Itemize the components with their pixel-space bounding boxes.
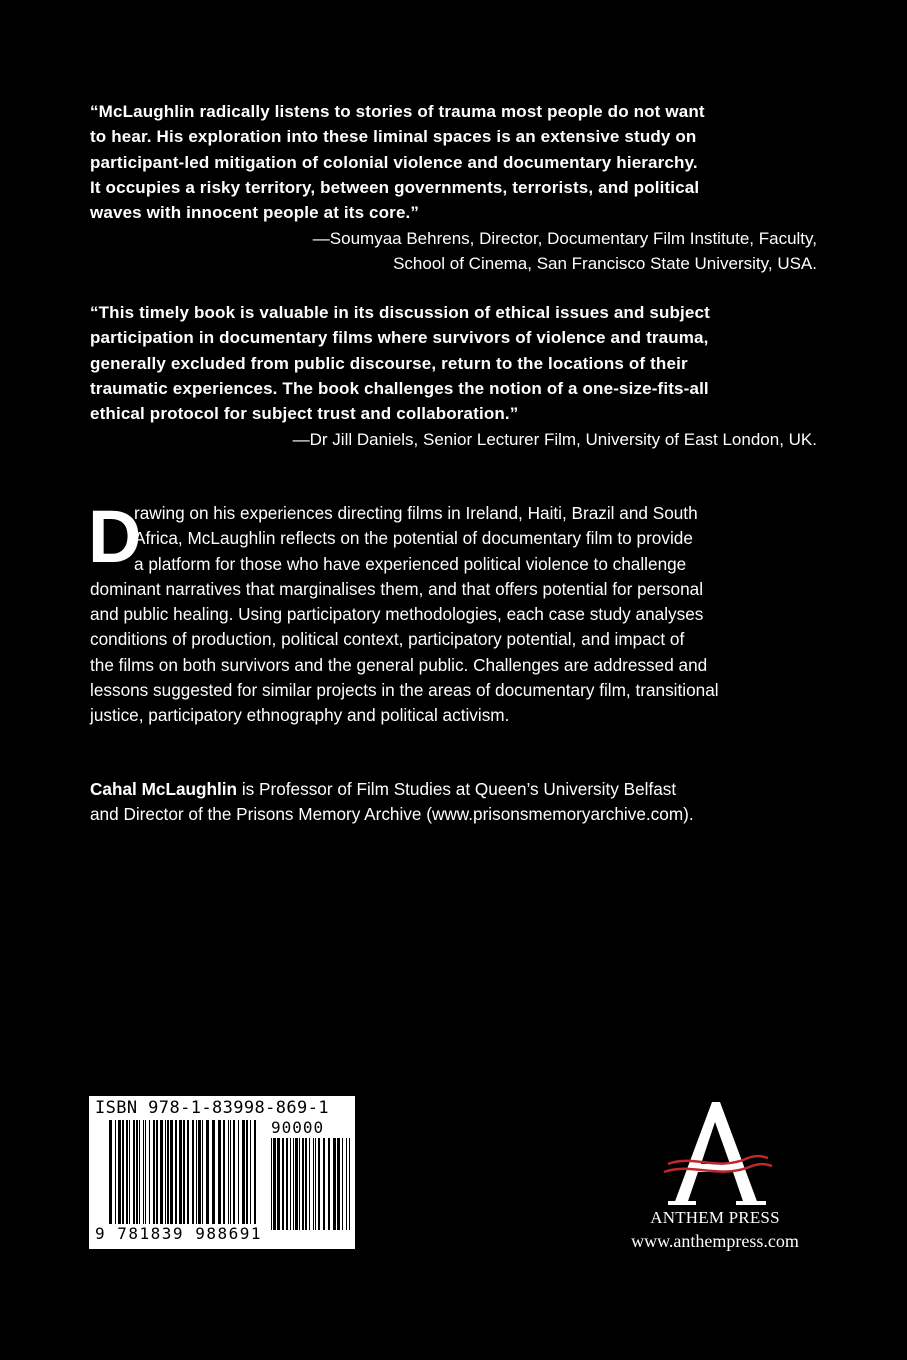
barcode-bar (109, 1120, 112, 1230)
barcode-bar (323, 1138, 325, 1230)
barcode-bar (218, 1120, 221, 1230)
author-bio (90, 777, 694, 828)
barcode-bar (136, 1120, 138, 1230)
attribution-line: School of Cinema, San Francisco State University, USA. (393, 254, 817, 274)
barcode-bar (139, 1120, 140, 1230)
description-line: lessons suggested for similar projects in the areas of documentary film, transitional (90, 680, 719, 701)
quote-line: participation in documentary films where survivors of violence and trauma, (90, 328, 709, 348)
quote-line: “This timely book is valuable in its discussion of ethical issues and subject (90, 303, 710, 322)
barcode-bar (170, 1120, 173, 1230)
description-line: a platform for those who have experienced political violence to challenge (134, 553, 687, 574)
barcode-bar (313, 1138, 314, 1230)
quote-line: “McLaughlin radically listens to stories of trauma most people do not want (90, 102, 705, 121)
bio-line-1-text: is Professor of Film Studies at Queen’s University Belfast (237, 779, 677, 799)
barcode-bar (299, 1138, 300, 1230)
barcode-bar (212, 1120, 215, 1230)
barcode-bar (118, 1120, 121, 1230)
quote-line: waves with innocent people at its core.” (90, 203, 420, 223)
barcode-bar (156, 1120, 158, 1230)
quote-line: to hear. His exploration into these liminal spaces is an extensive study on (90, 127, 697, 147)
barcode-bar (277, 1138, 280, 1230)
barcode-bar (238, 1120, 239, 1230)
barcode-bar (337, 1138, 340, 1230)
barcode-bar (228, 1120, 229, 1230)
barcode-bar (305, 1138, 307, 1230)
barcode-bar (133, 1120, 135, 1230)
barcode-bar (246, 1120, 248, 1230)
barcode-bar (206, 1120, 209, 1230)
barcode-bar (290, 1138, 291, 1230)
author-name: Cahal McLaughlin (90, 779, 238, 799)
endorsement-quote-1 (90, 99, 818, 225)
barcode-bar (286, 1138, 288, 1230)
barcode-bar (346, 1138, 347, 1230)
barcode-bar (342, 1138, 343, 1230)
barcode-bar (318, 1138, 320, 1230)
barcode-bar (309, 1138, 310, 1230)
barcode-bar (293, 1138, 294, 1230)
quote-line: participant-led mitigation of colonial violence and documentary hierarchy. (90, 152, 698, 172)
quote-line: ethical protocol for subject trust and collaboration.” (90, 404, 519, 424)
description-line: rawing on his experiences directing films in Ireland, Haiti, Brazil and South (134, 503, 698, 523)
barcode-bar (233, 1120, 235, 1230)
endorsement-quote-2 (90, 300, 818, 426)
attribution-line: —Dr Jill Daniels, Senior Lecturer Film, University of East London, UK. (292, 430, 817, 449)
barcode-bar (196, 1120, 197, 1230)
publisher-name: ANTHEM PRESS (650, 1208, 780, 1227)
barcode-bar (126, 1120, 128, 1230)
barcode-bar (198, 1120, 201, 1230)
barcode-bar (295, 1138, 298, 1230)
barcode-bar (282, 1138, 284, 1230)
barcode-bar (179, 1120, 182, 1230)
isbn-barcode (89, 1096, 355, 1249)
book-description (88, 495, 830, 729)
barcode-bar (122, 1120, 124, 1230)
barcode-bar (223, 1120, 225, 1230)
barcode-bar (115, 1120, 116, 1230)
quote-line: traumatic experiences. The book challenges the notion of a one-size-fits-all (90, 378, 709, 398)
barcode-bar (230, 1120, 231, 1230)
barcode-bar (129, 1120, 130, 1230)
barcode-bar (328, 1138, 330, 1230)
description-line: conditions of production, political context, participatory potential, and impact of (90, 629, 685, 650)
barcode-bar (242, 1120, 245, 1230)
bio-line-2: and Director of the Prisons Memory Archive (www.prisonsmemoryarchive.com). (90, 804, 694, 825)
barcode-bar (349, 1138, 350, 1230)
barcode-bar (183, 1120, 185, 1230)
attribution-line: —Soumyaa Behrens, Director, Documentary Film Institute, Faculty, (312, 229, 817, 248)
barcode-bar (149, 1120, 150, 1230)
barcode-bar (165, 1120, 166, 1230)
publisher-url: www.anthempress.com (631, 1231, 799, 1251)
quote-line: generally excluded from public discourse, return to the locations of their (90, 353, 688, 373)
barcode-bar (145, 1120, 146, 1230)
drop-cap: D (88, 495, 142, 578)
barcode-bar (202, 1120, 203, 1230)
barcode-bar (333, 1138, 336, 1230)
barcode-bar (187, 1120, 189, 1230)
barcode-addon-bars (271, 1138, 351, 1230)
anthem-press-logo (640, 1098, 790, 1210)
barcode-bars (109, 1120, 259, 1230)
quote-line: It occupies a risky territory, between governments, terrorists, and political (90, 177, 700, 197)
barcode-bar (153, 1120, 155, 1230)
barcode-bar (273, 1138, 276, 1230)
description-line: the films on both survivors and the general public. Challenges are addressed and (90, 654, 708, 675)
barcode-bar (167, 1120, 169, 1230)
barcode-bar (315, 1138, 316, 1230)
description-line: justice, participatory ethnography and political activism. (90, 705, 510, 726)
isbn-digits: 9 781839 988691 (95, 1224, 262, 1243)
barcode-bar (160, 1120, 163, 1230)
endorsement-attribution-1 (313, 226, 817, 277)
logo-letter-a-icon (668, 1102, 766, 1205)
barcode-bar (250, 1120, 251, 1230)
barcode-bar (271, 1138, 272, 1230)
barcode-bar (254, 1120, 256, 1230)
barcode-bar (175, 1120, 177, 1230)
price-code: 90000 (271, 1118, 325, 1137)
description-line: dominant narratives that marginalises them, and that offers potential for personal (90, 578, 704, 599)
isbn-label: ISBN 978-1-83998-869-1 (95, 1098, 329, 1118)
barcode-bar (192, 1120, 194, 1230)
barcode-bar (143, 1120, 144, 1230)
description-line: Africa, McLaughlin reflects on the potential of documentary film to provide (134, 528, 693, 549)
description-line: and public healing. Using participatory methodologies, each case study analyses (90, 604, 704, 625)
bio-line-1 (90, 777, 694, 802)
barcode-bar (302, 1138, 304, 1230)
endorsement-attribution-2 (293, 427, 817, 452)
